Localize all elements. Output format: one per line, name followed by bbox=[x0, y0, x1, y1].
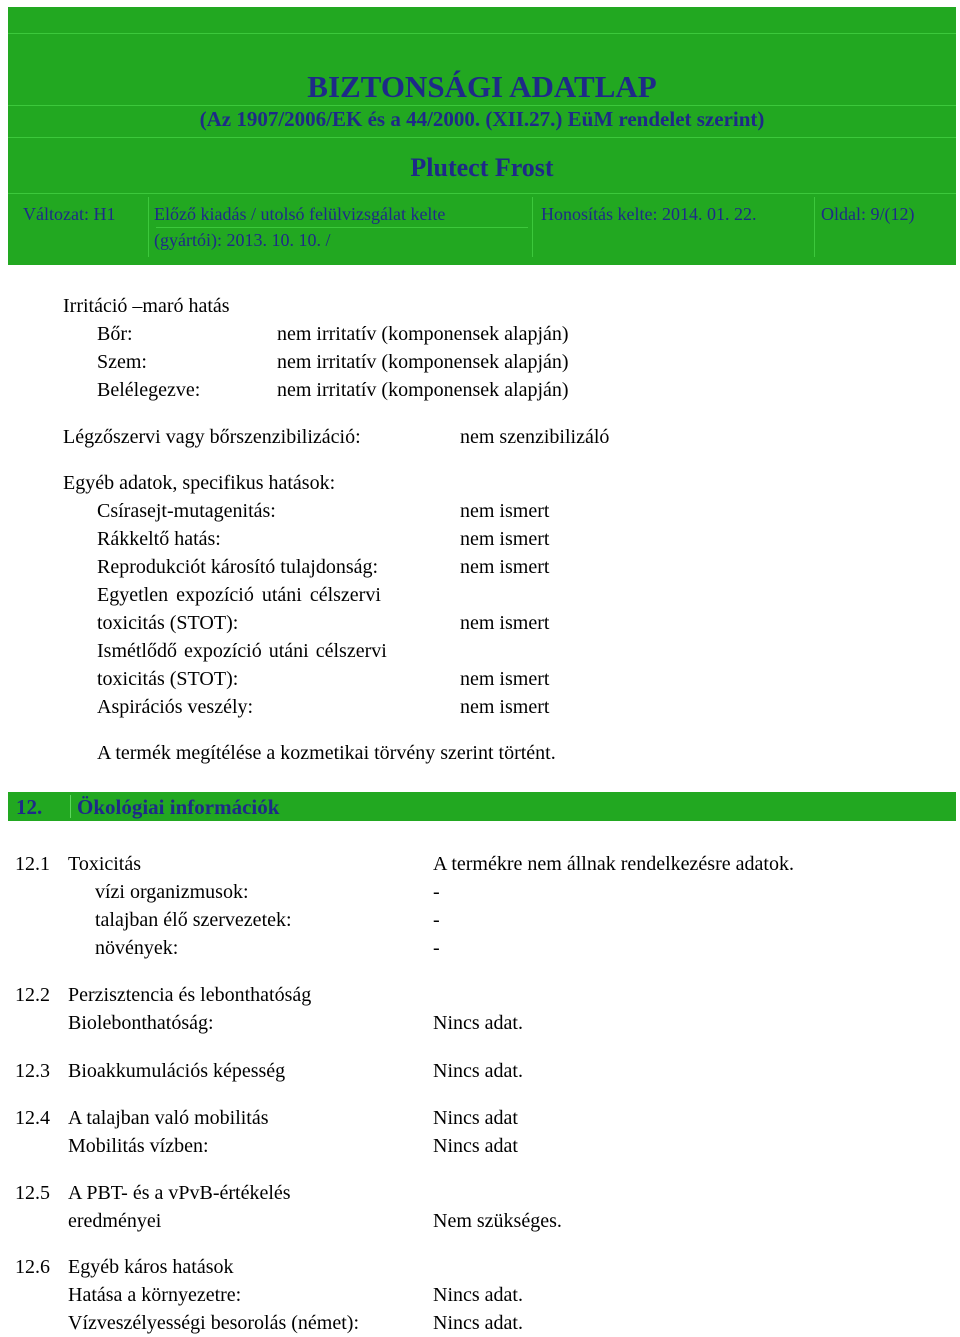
soil-organisms-value: - bbox=[433, 909, 440, 931]
s12-3-number: 12.3 bbox=[15, 1060, 50, 1082]
stot-repeated-label-line2: toxicitás (STOT): bbox=[97, 668, 239, 690]
stot-repeated-value: nem ismert bbox=[460, 668, 550, 690]
aquatic-label: vízi organizmusok: bbox=[95, 881, 249, 903]
s12-5-value: Nem szükséges. bbox=[433, 1210, 562, 1232]
irritation-skin-value: nem irritatív (komponensek alapján) bbox=[277, 323, 569, 345]
environment-effect-label: Hatása a környezetre: bbox=[68, 1284, 242, 1306]
s12-1-number: 12.1 bbox=[15, 853, 50, 875]
document-header bbox=[8, 7, 956, 265]
irritation-eye-label: Szem: bbox=[97, 351, 147, 373]
reproductive-label: Reprodukciót károsító tulajdonság: bbox=[97, 556, 379, 578]
plants-label: növények: bbox=[95, 937, 179, 959]
header-rule-3 bbox=[8, 193, 956, 194]
s12-1-title: Toxicitás bbox=[68, 853, 142, 875]
stot-single-value: nem ismert bbox=[460, 612, 550, 634]
document-subtitle: (Az 1907/2006/EK és a 44/2000. (XII.27.) EüM rendelet szerint) bbox=[199, 107, 765, 131]
s12-4-number: 12.4 bbox=[15, 1107, 50, 1129]
stot-single-label-line2: toxicitás (STOT): bbox=[97, 612, 239, 634]
stot-repeated-label-line1: Ismétlődő expozíció utáni célszervi bbox=[97, 640, 387, 662]
irritation-inhalation-label: Belélegezve: bbox=[97, 379, 201, 401]
other-effects-heading: Egyéb adatok, specifikus hatások: bbox=[63, 472, 336, 494]
sensitization-value: nem szenzibilizáló bbox=[460, 426, 610, 448]
s12-2-title: Perzisztencia és lebonthatóság bbox=[68, 984, 312, 1006]
irritation-heading: Irritáció –maró hatás bbox=[63, 295, 230, 317]
germ-cell-label: Csírasejt-mutagenitás: bbox=[97, 500, 276, 522]
carcinogenic-value: nem ismert bbox=[460, 528, 550, 550]
water-hazard-class-label: Vízveszélyességi besorolás (német): bbox=[68, 1312, 360, 1334]
header-rule-top bbox=[8, 33, 956, 34]
s12-4-title: A talajban való mobilitás bbox=[68, 1107, 269, 1129]
product-name: Plutect Frost bbox=[410, 153, 554, 182]
aspiration-value: nem ismert bbox=[460, 696, 550, 718]
water-hazard-class-value: Nincs adat. bbox=[433, 1312, 523, 1334]
localization-date: Honosítás kelte: 2014. 01. 22. bbox=[541, 204, 757, 224]
header-rule-1 bbox=[8, 105, 956, 106]
sensitization-label: Légzőszervi vagy bőrszenzibilizáció: bbox=[63, 426, 361, 448]
header-divider-1 bbox=[148, 197, 149, 257]
reproductive-value: nem ismert bbox=[460, 556, 550, 578]
s12-3-title: Bioakkumulációs képesség bbox=[68, 1060, 286, 1082]
s12-4-value: Nincs adat bbox=[433, 1107, 518, 1129]
s12-1-value: A termékre nem állnak rendelkezésre adatok. bbox=[433, 853, 794, 875]
germ-cell-value: nem ismert bbox=[460, 500, 550, 522]
s12-5-title-line1: A PBT- és a vPvB-értékelés bbox=[68, 1182, 291, 1204]
aquatic-value: - bbox=[433, 881, 440, 903]
stot-single-label-line1: Egyetlen expozíció utáni célszervi bbox=[97, 584, 381, 606]
irritation-eye-value: nem irritatív (komponensek alapján) bbox=[277, 351, 569, 373]
previous-issue-line1: Előző kiadás / utolsó felülvizsgálat kelte bbox=[154, 204, 446, 224]
s12-6-number: 12.6 bbox=[15, 1256, 50, 1278]
s12-6-title: Egyéb káros hatások bbox=[68, 1256, 234, 1278]
soil-organisms-label: talajban élő szervezetek: bbox=[95, 909, 292, 931]
header-rule-2 bbox=[8, 137, 956, 138]
biodegradability-label: Biolebonthatóság: bbox=[68, 1012, 214, 1034]
irritation-inhalation-value: nem irritatív (komponensek alapján) bbox=[277, 379, 569, 401]
previous-issue-line2: (gyártói): 2013. 10. 10. / bbox=[154, 230, 331, 250]
s12-5-title-line2: eredményei bbox=[68, 1210, 162, 1232]
header-rule-meta bbox=[156, 227, 528, 228]
s12-2-number: 12.2 bbox=[15, 984, 50, 1006]
section-12-title: Ökológiai információk bbox=[77, 795, 280, 819]
biodegradability-value: Nincs adat. bbox=[433, 1012, 523, 1034]
page-number: Oldal: 9/(12) bbox=[821, 204, 915, 224]
s12-3-value: Nincs adat. bbox=[433, 1060, 523, 1082]
section-12-number: 12. bbox=[16, 795, 43, 819]
irritation-skin-label: Bőr: bbox=[97, 323, 133, 345]
plants-value: - bbox=[433, 937, 440, 959]
version-label: Változat: H1 bbox=[23, 204, 116, 224]
environment-effect-value: Nincs adat. bbox=[433, 1284, 523, 1306]
header-divider-3 bbox=[814, 197, 815, 257]
water-mobility-label: Mobilitás vízben: bbox=[68, 1135, 209, 1157]
aspiration-label: Aspirációs veszély: bbox=[97, 696, 254, 718]
header-divider-2 bbox=[532, 197, 533, 257]
carcinogenic-label: Rákkeltő hatás: bbox=[97, 528, 221, 550]
water-mobility-value: Nincs adat bbox=[433, 1135, 518, 1157]
document-title: BIZTONSÁGI ADATLAP bbox=[307, 69, 657, 104]
s12-5-number: 12.5 bbox=[15, 1182, 50, 1204]
cosmetic-law-note: A termék megítélése a kozmetikai törvény szerint történt. bbox=[97, 742, 556, 764]
section-12-heading-bar bbox=[8, 792, 956, 821]
section-12-divider bbox=[70, 795, 71, 818]
